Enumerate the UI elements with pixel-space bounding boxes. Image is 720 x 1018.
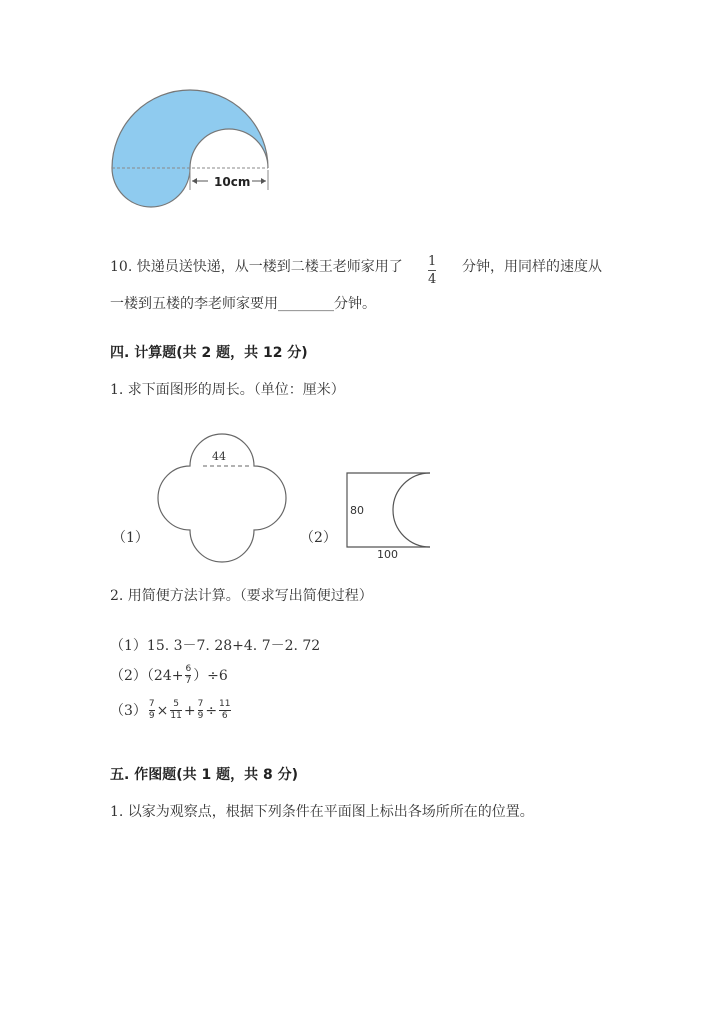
q10-fraction [428, 255, 436, 286]
divide-sign: ÷ [205, 702, 218, 719]
s4-q2-item1: （1）15. 3－7. 28+4. 7－2. 72 [110, 638, 321, 654]
q10-line1-start: 10. 快递员送快递，从一楼到二楼王老师家用了 [110, 259, 403, 275]
fig1-label: （1） [112, 530, 149, 546]
q10-line1-end: 分钟，用同样的速度从 [462, 259, 602, 275]
item3-fraction-3 [198, 700, 204, 721]
item3-prefix: （3） [110, 702, 147, 719]
num: 7 [197, 699, 204, 709]
num: 5 [173, 699, 179, 709]
num: 6 [185, 664, 192, 674]
fraction-denominator: 4 [428, 272, 437, 287]
times-sign: × [156, 702, 169, 719]
item3-fraction-1 [149, 700, 155, 721]
fig2-width: 100 [377, 548, 398, 561]
den: 9 [197, 711, 204, 721]
item2-suffix: ）÷6 [193, 667, 228, 684]
s4-q2-item2 [110, 665, 228, 686]
den: 6 [221, 711, 228, 721]
s4-q2-item3 [110, 700, 233, 721]
s5-q1-text: 1. 以家为观察点，根据下列条件在平面图上标出各场所所在的位置。 [110, 804, 534, 820]
item3-fraction-2 [170, 700, 181, 721]
fraction-numerator: 1 [428, 254, 437, 269]
fig2-height: 80 [350, 504, 364, 517]
dimension-label: 10cm [214, 175, 251, 189]
item2-fraction [185, 665, 191, 686]
item2-prefix: （2）（24+ [110, 667, 184, 684]
section5-title: 五. 作图题(共 1 题，共 8 分) [110, 767, 298, 783]
s4-q1-text: 1. 求下面图形的周长。（单位：厘米） [110, 382, 345, 398]
num: 11 [219, 699, 231, 709]
fig1-dimension: 44 [212, 450, 226, 463]
num: 7 [148, 699, 155, 709]
den: 7 [185, 676, 192, 686]
blue-shape-figure [112, 90, 268, 207]
s4-q2-text: 2. 用简便方法计算。（要求写出简便过程） [110, 588, 373, 604]
den: 9 [148, 711, 155, 721]
plus-sign: + [183, 702, 196, 719]
q10-line2: 一楼到五楼的李老师家要用________分钟。 [110, 296, 376, 312]
den: 11 [170, 711, 182, 721]
item3-fraction-4 [219, 700, 230, 721]
fig2-label: （2） [300, 530, 337, 546]
section4-title: 四. 计算题(共 2 题，共 12 分) [110, 345, 308, 361]
